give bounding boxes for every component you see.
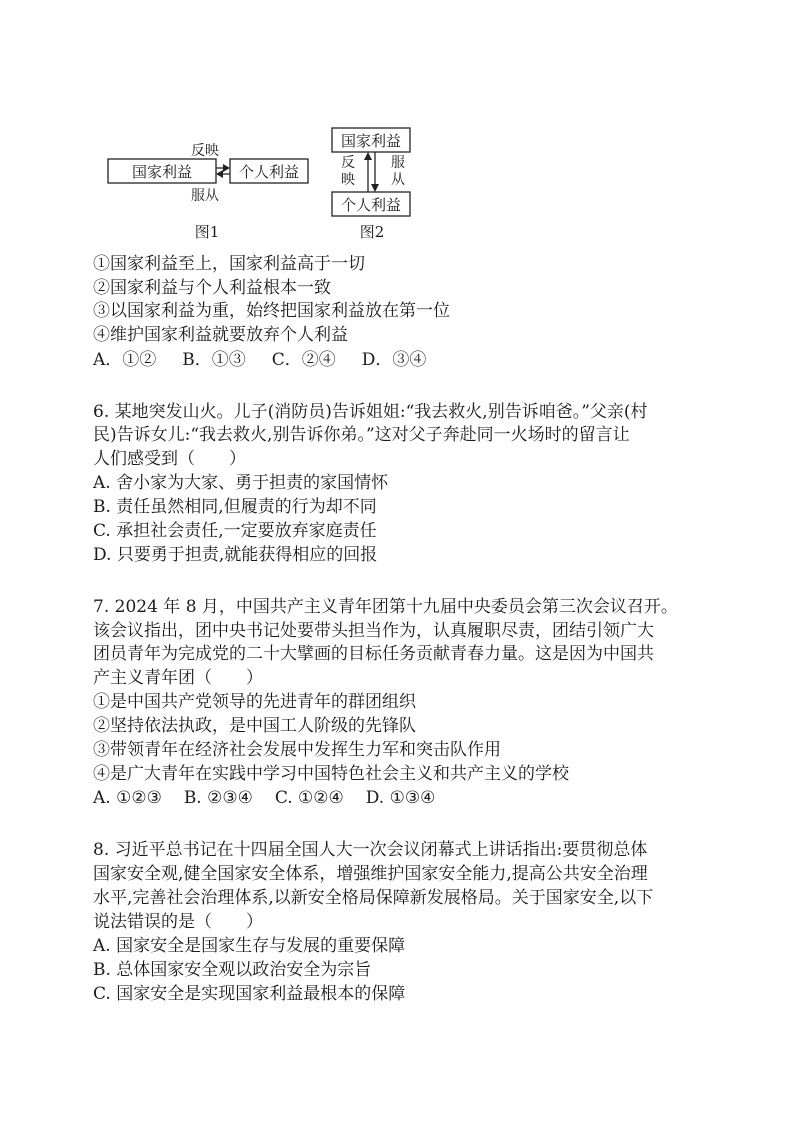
- q7-statement-3: ③带领青年在经济社会发展中发挥生力军和突击队作用: [93, 740, 501, 760]
- q8-stem-line-1: 8. 习近平总书记在十四届全国人大一次会议闭幕式上讲话指出:要贯彻总体: [93, 840, 648, 860]
- q7-stem-line-2: 该会议指出，团中央书记处要带头担当作为，认真履职尽责，团结引领广大: [93, 621, 654, 641]
- fig2-arrow-down-head: [371, 184, 379, 192]
- fig2-right-label-2: 从: [391, 172, 405, 188]
- q8-option-a[interactable]: A. 国家安全是国家生存与发展的重要保障: [93, 936, 406, 956]
- q6-option-a[interactable]: A. 舍小家为大家、勇于担责的家国情怀: [93, 473, 389, 493]
- fig1-caption: 图1: [194, 223, 220, 241]
- fig2-left-label-1: 反: [341, 155, 355, 171]
- q5-option-c[interactable]: C．②④: [271, 350, 336, 370]
- q5-statement-3: ③以国家利益为重，始终把国家利益放在第一位: [93, 301, 450, 321]
- figure-2: [332, 128, 410, 241]
- q7-stem-line-3: 团员青年为完成党的二十大擘画的目标任务贡献青春力量。这是因为中国共: [93, 644, 654, 664]
- figures-area: [100, 120, 440, 250]
- q5-option-d[interactable]: D．③④: [361, 350, 427, 370]
- q5-statement-4: ④维护国家利益就要放弃个人利益: [93, 325, 348, 345]
- fig2-right-label-1: 服: [391, 155, 405, 171]
- fig2-top-box-label: 国家利益: [340, 132, 402, 150]
- q6-stem-line-1: 6. 某地突发山火。儿子(消防员)告诉姐姐:“我去救火,别告诉咱爸。”父亲(村: [93, 402, 648, 422]
- fig1-arrow-left-head: [216, 170, 223, 178]
- q8-option-c[interactable]: C. 国家安全是实现国家利益最根本的保障: [93, 984, 406, 1004]
- q7-statement-2: ②坚持依法执政，是中国工人阶级的先锋队: [93, 716, 416, 736]
- q7-statement-1: ①是中国共产党领导的先进青年的群团组织: [93, 692, 416, 712]
- q7-option-a[interactable]: A. ①②③: [93, 788, 162, 808]
- fig2-arrow-up-head: [364, 152, 372, 160]
- q8-stem-line-2: 国家安全观,健全国家安全体系，增强维护国家安全能力,提高公共安全治理: [93, 864, 648, 884]
- fig1-left-box-label: 国家利益: [131, 163, 193, 181]
- q8-option-b[interactable]: B. 总体国家安全观以政治安全为宗旨: [93, 960, 372, 980]
- q7-statement-4: ④是广大青年在实践中学习中国特色社会主义和共产主义的学校: [93, 764, 569, 784]
- q7-stem-line-1: 7. 2024 年 8 月，中国共产主义青年团第十九届中央委员会第三次会议召开。: [93, 597, 678, 617]
- q6-option-d[interactable]: D. 只要勇于担责,就能获得相应的回报: [93, 545, 378, 565]
- q7-options: [93, 787, 435, 809]
- q8-stem-line-3: 水平,完善社会治理体系,以新安全格局保障新发展格局。关于国家安全,以下: [93, 888, 654, 908]
- q6-option-c[interactable]: C. 承担社会责任,一定要放弃家庭责任: [93, 521, 377, 541]
- q7-option-c[interactable]: C. ①②④: [274, 788, 344, 808]
- fig2-bottom-box-label: 个人利益: [340, 196, 402, 214]
- q7-option-d[interactable]: D. ①③④: [365, 788, 436, 808]
- q7-stem-line-4: 产主义青年团（ ）: [93, 668, 263, 688]
- q5-options: [93, 349, 426, 371]
- fig2-caption: 图2: [359, 223, 385, 241]
- q5-statement-1: ①国家利益至上，国家利益高于一切: [93, 254, 365, 274]
- fig1-top-label: 反映: [191, 143, 219, 159]
- fig1-arrow-right-head: [223, 164, 230, 172]
- q5-statement-2: ②国家利益与个人利益根本一致: [93, 278, 331, 298]
- q6-stem-line-3: 人们感受到（ ）: [93, 449, 246, 469]
- fig1-bottom-label: 服从: [191, 188, 219, 204]
- q5-option-b[interactable]: B．①③: [182, 350, 246, 370]
- q8-stem-line-4: 说法错误的是（ ）: [93, 912, 263, 932]
- interest-relationship-figures: [100, 120, 440, 250]
- fig2-left-label-2: 映: [341, 172, 355, 188]
- fig1-right-box-label: 个人利益: [238, 163, 300, 181]
- figure-1: [108, 143, 308, 241]
- q6-stem-line-2: 民)告诉女儿:“我去救火,别告诉你弟。”这对父子奔赴同一火场时的留言让: [93, 425, 630, 445]
- q5-option-a[interactable]: A．①②: [93, 350, 157, 370]
- q6-option-b[interactable]: B. 责任虽然相同,但履责的行为却不同: [93, 497, 377, 517]
- q7-option-b[interactable]: B. ②③④: [183, 788, 253, 808]
